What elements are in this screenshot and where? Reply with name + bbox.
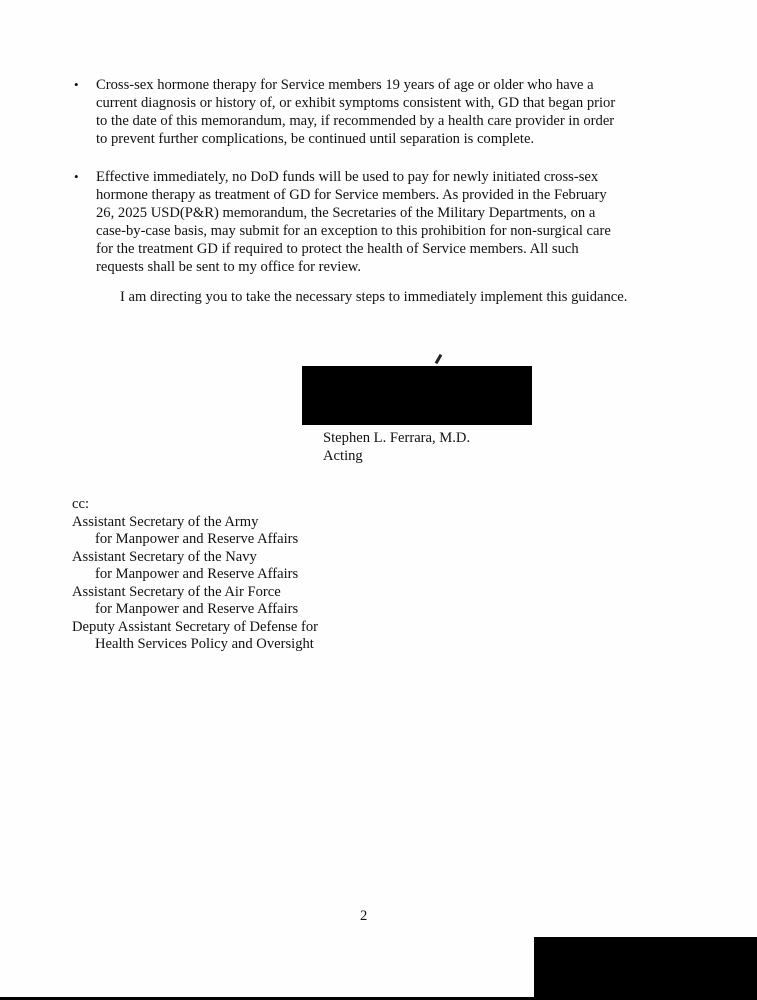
cc-recipient-office: for Manpower and Reserve Affairs	[95, 531, 299, 547]
cc-recipient-office: Health Services Policy and Oversight	[95, 636, 314, 652]
bullet-item	[72, 168, 652, 276]
signer-name: Stephen L. Ferrara, M.D.	[323, 430, 471, 446]
corner-redaction	[534, 937, 757, 1000]
signature-redaction	[302, 366, 532, 425]
cc-recipient: Deputy Assistant Secretary of Defense for	[72, 618, 318, 635]
cc-recipient-office: for Manpower and Reserve Affairs	[95, 601, 299, 617]
page-number: 2	[360, 908, 368, 924]
cc-recipient: Assistant Secretary of the Air Force	[72, 583, 281, 600]
bullet-text: Effective immediately, no DoD funds will be used to pay for newly initiated cross-sex hormone therapy as treatment of GD for Service members. As provided in the February 26, 2025 USD(P&R) memorandum, the Secretaries of the Military Departments, on a case-by-case basis, may submit for an exception to this prohibition for non-surgical care for the treatment GD if required to protect the health of Service members. All such requests shall be sent to my office for review.	[96, 169, 611, 275]
cc-block	[72, 496, 318, 654]
cc-recipient-office: for Manpower and Reserve Affairs	[95, 566, 299, 582]
cc-label: cc:	[72, 496, 90, 512]
signer-title: Acting	[323, 448, 363, 464]
bullet-text: Cross-sex hormone therapy for Service members 19 years of age or older who have a current diagnosis or history of, or exhibit symptoms consistent with, GD that began prior to the date of this memorandum, may, if recommended by a health care provider in order to prevent further complications, be continued until separation is complete.	[96, 77, 616, 147]
closing-paragraph: I am directing you to take the necessary steps to immediately implement this guidance.	[120, 289, 628, 305]
bullet-list	[72, 76, 652, 296]
signature-stroke	[435, 354, 443, 364]
cc-recipient: Assistant Secretary of the Navy	[72, 548, 257, 565]
bullet-dot-icon: •	[74, 77, 79, 92]
bullet-dot-icon: •	[74, 169, 79, 184]
bullet-item	[72, 76, 652, 148]
cc-recipient: Assistant Secretary of the Army	[72, 513, 259, 530]
signer-block	[323, 429, 470, 465]
